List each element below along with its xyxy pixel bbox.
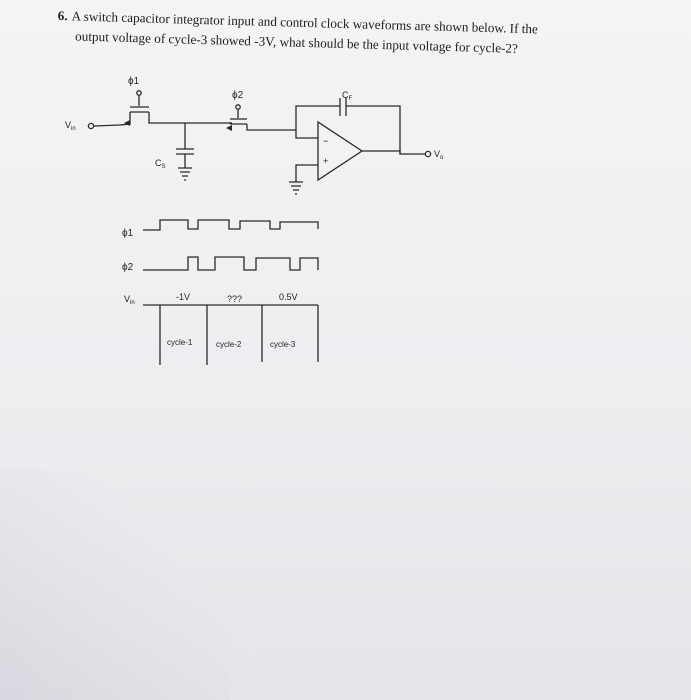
cycle-1-label: cycle-1 xyxy=(167,338,193,347)
question-line-2: output voltage of cycle-3 showed -3V, what should be the input voltage for cycle-2? xyxy=(74,28,519,56)
vin-terminal xyxy=(88,123,93,128)
wave-vin-label: $V_{in}$ xyxy=(124,294,135,306)
cycle-dividers xyxy=(160,305,318,365)
phi2-switch xyxy=(226,109,258,131)
vin-wire xyxy=(94,125,120,126)
op-amp-plus: + xyxy=(323,156,329,166)
circuit-diagram xyxy=(65,76,444,194)
output-wire xyxy=(362,151,425,154)
cycle-3-label: cycle-3 xyxy=(270,340,296,349)
circuit-phi1-label: ϕ1 xyxy=(128,76,140,87)
timing-diagram xyxy=(122,220,318,365)
op-amp-minus: − xyxy=(323,136,329,146)
vin-value-cycle-3: 0.5V xyxy=(279,292,298,302)
cs-capacitor xyxy=(176,123,194,180)
phi1-gate-node xyxy=(137,91,141,95)
cycle-2-label: cycle-2 xyxy=(216,340,242,349)
phi2-gate-node xyxy=(236,105,240,109)
question-number: 6. xyxy=(57,7,68,24)
phi1-switch xyxy=(120,95,162,126)
phi1-waveform xyxy=(143,220,318,230)
question-line-1-text: A switch capacitor integrator input and control clock waveforms are shown below. If the xyxy=(71,8,539,37)
op-amp xyxy=(289,122,362,194)
cf-capacitor xyxy=(296,98,400,154)
vin-label: $V_{in}$ xyxy=(65,120,76,132)
cs-label: $C_S$ xyxy=(155,158,166,170)
vo-label: $V_o$ xyxy=(434,149,444,161)
vin-value-cycle-2: ??? xyxy=(227,294,243,304)
vin-value-cycle-1: -1V xyxy=(176,292,191,302)
vo-terminal xyxy=(425,151,430,156)
phi2-waveform xyxy=(143,257,318,270)
cf-label: $C_F$ xyxy=(342,90,353,102)
wave-phi1-label: ϕ1 xyxy=(122,228,134,239)
wave-phi2-label: ϕ2 xyxy=(122,262,134,273)
circuit-phi2-label: ϕ2 xyxy=(232,90,244,101)
